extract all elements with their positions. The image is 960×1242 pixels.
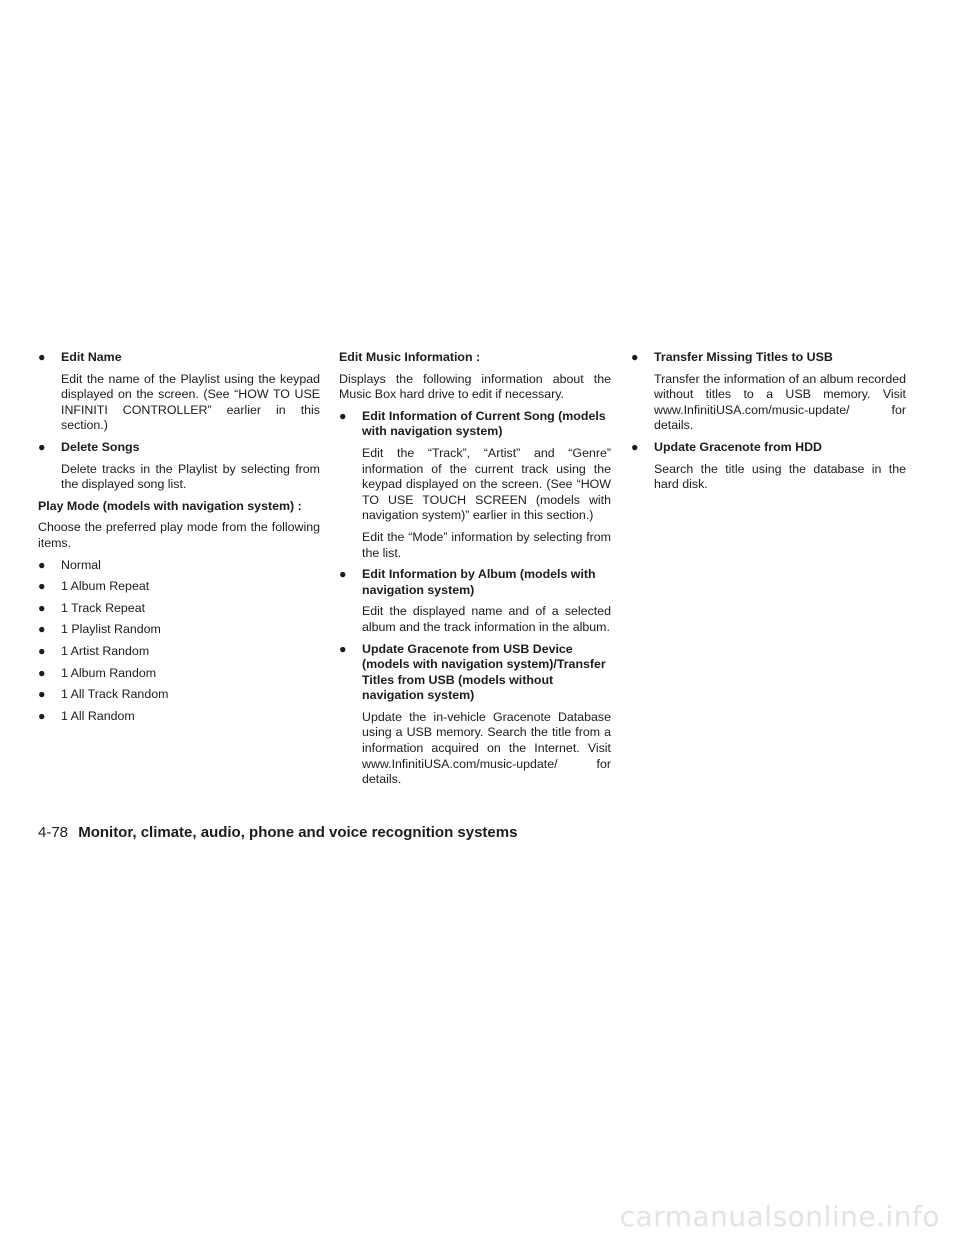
play-mode-item	[38, 622, 320, 638]
bullet-icon: ●	[38, 439, 46, 454]
play-mode-item-label: 1 Artist Random	[61, 643, 150, 658]
play-mode-item-label: 1 All Random	[61, 708, 135, 723]
transfer-missing-titles-item	[631, 350, 906, 366]
play-mode-intro: Choose the preferred play mode from the following items.	[38, 520, 320, 550]
play-mode-item	[38, 666, 320, 682]
left-column	[38, 350, 320, 730]
bullet-icon: ●	[38, 665, 46, 680]
delete-songs-label: Delete Songs	[61, 439, 140, 454]
bullet-icon: ●	[38, 643, 46, 658]
play-mode-item-label: Normal	[61, 557, 101, 572]
bullet-icon: ●	[38, 600, 46, 615]
play-mode-item	[38, 644, 320, 660]
play-mode-item-label: 1 Album Random	[61, 665, 157, 680]
update-gracenote-usb-item	[339, 642, 611, 704]
play-mode-item	[38, 579, 320, 595]
bullet-icon: ●	[339, 408, 347, 423]
delete-songs-description: Delete tracks in the Playlist by selecting from the displayed song list.	[61, 461, 320, 492]
bullet-icon: ●	[38, 687, 46, 702]
transfer-missing-titles-label: Transfer Missing Titles to USB	[654, 350, 833, 364]
edit-by-album-label: Edit Information by Album (models with navigation system)	[362, 567, 596, 597]
play-mode-item	[38, 709, 320, 725]
update-gracenote-usb-label: Update Gracenote from USB Device (models with navigation system)/Transfer Titles from USB (models without navigation system)	[362, 641, 606, 703]
right-column	[631, 350, 906, 499]
update-gracenote-hdd-item	[631, 440, 906, 456]
bullet-icon: ●	[631, 350, 639, 364]
edit-current-song-description: Edit the “Track”, “Artist” and “Genre” information of the current track using the keypad displayed on the screen. (See “HOW TO USE TOUCH SCREEN (models with navigation system)” earlier in this section.)	[362, 445, 611, 523]
middle-column	[339, 350, 611, 794]
play-mode-item	[38, 601, 320, 617]
play-mode-list	[38, 558, 320, 725]
edit-current-song-label: Edit Information of Current Song (models with navigation system)	[362, 408, 606, 439]
edit-name-description: Edit the name of the Playlist using the keypad displayed on the screen. (See “HOW TO USE INFINITI CONTROLLER” earlier in this section.)	[61, 371, 320, 433]
transfer-missing-titles-description: Transfer the information of an album recorded without titles to a USB memory. Visit www.InfinitiUSA.com/music-update/ for details.	[654, 371, 906, 433]
play-mode-item	[38, 687, 320, 703]
update-gracenote-hdd-description: Search the title using the database in the hard disk.	[654, 461, 906, 492]
bullet-icon: ●	[38, 557, 46, 572]
play-mode-heading: Play Mode (models with navigation system) :	[38, 498, 302, 513]
edit-by-album-description: Edit the displayed name and of a selected album and the track information in the album.	[362, 604, 611, 634]
edit-current-song-item	[339, 409, 611, 440]
update-gracenote-usb-description: Update the in-vehicle Gracenote Database using a USB memory. Search the title from a information acquired on the Internet. Visit www.InfinitiUSA.com/music-update/ for details.	[362, 709, 611, 787]
edit-name-item	[38, 350, 320, 366]
bullet-icon: ●	[38, 708, 46, 723]
play-mode-item-label: 1 All Track Random	[61, 687, 169, 702]
play-mode-item-label: 1 Playlist Random	[61, 622, 161, 637]
bullet-icon: ●	[38, 350, 46, 364]
edit-name-label: Edit Name	[61, 350, 122, 364]
play-mode-item-label: 1 Album Repeat	[61, 579, 150, 594]
update-gracenote-hdd-label: Update Gracenote from HDD	[654, 439, 822, 454]
delete-songs-item	[38, 440, 320, 456]
edit-music-info-intro: Displays the following information about the Music Box hard drive to edit if necessary.	[339, 371, 611, 402]
bullet-icon: ●	[631, 439, 639, 454]
bullet-icon: ●	[38, 579, 46, 594]
edit-by-album-item	[339, 567, 611, 598]
bullet-icon: ●	[339, 641, 347, 656]
watermark: carmanualsonline.info	[619, 1200, 940, 1233]
page-footer	[38, 824, 517, 842]
play-mode-item	[38, 558, 320, 574]
play-mode-item-label: 1 Track Repeat	[61, 600, 146, 615]
page-number: 4-78	[38, 824, 69, 841]
edit-music-info-heading: Edit Music Information :	[339, 350, 481, 364]
edit-mode-description: Edit the “Mode” information by selecting from the list.	[362, 529, 611, 560]
bullet-icon: ●	[38, 622, 46, 637]
section-title: Monitor, climate, audio, phone and voice recognition systems	[78, 824, 518, 841]
bullet-icon: ●	[339, 567, 347, 582]
